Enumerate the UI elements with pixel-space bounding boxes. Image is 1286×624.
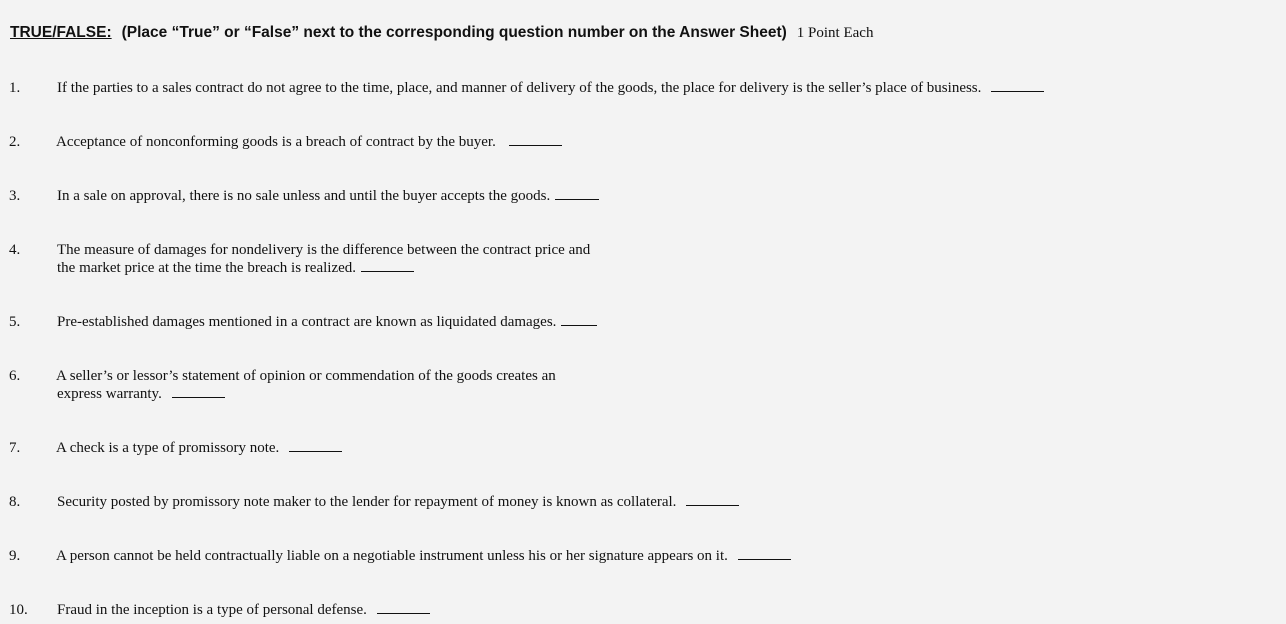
- question-text: A check is a type of promissory note.: [56, 439, 342, 457]
- question-number: 7.: [9, 440, 21, 456]
- question-text-line-2: express warranty.: [57, 385, 225, 403]
- answer-blank: [686, 493, 739, 506]
- section-label: TRUE/FALSE:: [10, 24, 112, 41]
- question-text: Pre-established damages mentioned in a contract are known as liquidated damages.: [57, 313, 597, 331]
- answer-blank: [509, 133, 562, 146]
- answer-blank: [738, 547, 791, 560]
- points-note: 1 Point Each: [796, 25, 874, 41]
- question-text: If the parties to a sales contract do not agree to the time, place, and manner of delivery of the goods, the place for delivery is the seller’s place of business.: [57, 79, 1044, 97]
- question-number: 1.: [9, 80, 21, 96]
- question-text: Fraud in the inception is a type of personal defense.: [57, 601, 430, 619]
- question-number: 3.: [9, 188, 21, 204]
- section-instructions: (Place “True” or “False” next to the corresponding question number on the Answer Sheet): [121, 24, 787, 41]
- question-text: In a sale on approval, there is no sale unless and until the buyer accepts the goods.: [57, 187, 599, 205]
- question-text-line-2: the market price at the time the breach is realized.: [57, 259, 414, 277]
- question-text: A person cannot be held contractually liable on a negotiable instrument unless his or her signature appears on it.: [56, 547, 791, 565]
- question-text: Acceptance of nonconforming goods is a breach of contract by the buyer.: [56, 133, 562, 151]
- answer-blank: [377, 601, 430, 614]
- question-number: 8.: [9, 494, 21, 510]
- answer-blank: [361, 259, 414, 272]
- question-number: 10.: [9, 602, 28, 618]
- section-heading: [10, 22, 873, 44]
- question-number: 4.: [9, 242, 21, 258]
- question-text-line-1: A seller’s or lessor’s statement of opinion or commendation of the goods creates an: [56, 368, 556, 384]
- answer-blank: [172, 385, 225, 398]
- question-number: 6.: [9, 368, 21, 384]
- answer-blank: [289, 439, 342, 452]
- question-number: 9.: [9, 548, 21, 564]
- question-text-line-1: The measure of damages for nondelivery is the difference between the contract price and: [57, 242, 591, 258]
- question-text: Security posted by promissory note maker to the lender for repayment of money is known as collateral.: [57, 493, 739, 511]
- answer-blank: [561, 313, 597, 326]
- question-number: 2.: [9, 134, 21, 150]
- question-number: 5.: [9, 314, 21, 330]
- answer-blank: [991, 79, 1044, 92]
- answer-blank: [555, 187, 599, 200]
